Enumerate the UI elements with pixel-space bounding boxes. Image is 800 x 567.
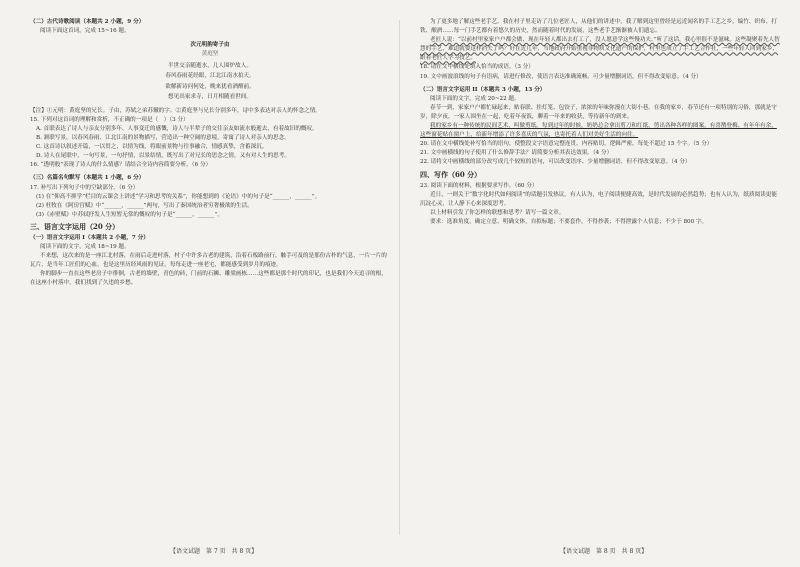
page-7 <box>30 18 390 538</box>
writing-material: 近日，一则关于“数字化时代如何阅读”的话题引发热议。有人认为，电子阅读便捷高效，是时代发展的必然趋势；也有人认为，纸质阅读更能沉淀心灵，让人静下心来深度思考。 <box>420 191 777 207</box>
poem-line: 半世交亲随逝水，几人围炉故人。 <box>168 63 252 70</box>
passage-paragraph-wavy: 老匠人说：“以前村里家家户户都会做，现在年轻人都出去打工了，没人愿意学这些慢功夫。”听了这话，我心里很不是滋味。这些凝聚着先人智慧的手艺，难道就要这样消失了吗？好在近几年，当地政府开始重视非物质文化遗产的保护，村里也成立了手工艺合作社，一些年轻人回到家乡，跟着老匠人学习技艺。 <box>420 37 780 62</box>
passage2-paragraph: 春节一到，家家户户都忙碌起来，贴春联、挂灯笼、包饺子，浓浓的年味弥漫在大街小巷。在我的家乡，春节还有一项特别的习俗，那就是守岁，除夕夜，一家人围坐在一起，吃着年夜饭，聊着一年来的收获，等待新年的到来。 <box>420 104 777 120</box>
section-recitation-heading: （三）名篇名句默写（本题共 1 小题，6 分） <box>30 175 145 182</box>
section-poetry-heading: （二）古代诗歌阅读（本题共 2 小题，9 分） <box>30 19 145 25</box>
footer-page-8: 【语文试题 第 8 页 共 8 页】 <box>560 548 648 555</box>
question-22: 22. 请将文中画横线的部分改写成几个较短的语句，可以改变语序、少量增删词语，但不得改变原意。（4 分） <box>420 159 691 166</box>
part3-heading: 三、语言文字运用（20 分） <box>30 221 120 231</box>
passage-paragraph: 不来想，这次来的是一座江北村落，在雨后走进村落，村子中许多古老的建筑，沿着石板路前行，触手可及的是那份古朴的气息，一片一片的瓦片，是当年工匠们的心血，也是这里历经风雨的见证。每每走进一座老宅，都能感受到岁月的痕迹。 <box>30 253 387 269</box>
q17-item-2: (2) 杜牧在《阿房宫赋》中“______，______”两句，写出了秦国统治者穷奢极欲的生活。 <box>36 202 253 209</box>
sub2-intro: 阅读下面的文字，完成 20~22 题。 <box>430 95 520 102</box>
q15-option-a: A. 首联表达了诗人与亲友分别多年、人事变迁的感慨，诗人与半辈子的交往亲友如流水般逝去，有着故旧的慨叹。 <box>36 125 318 132</box>
writing-requirements: 要求：选准角度，确定立意，明确文体，自拟标题；不要套作，不得抄袭；不得泄露个人信息；不少于 800 字。 <box>430 218 708 225</box>
poem-title: 次元明韵寄子由 <box>190 42 230 49</box>
page-divider <box>399 20 400 535</box>
question-19: 19. 文中画波浪线的句子有语病，请进行修改，使语言表达准确流畅。可少量增删词语，但不得改变原意。（4 分） <box>420 73 702 80</box>
part3-intro: 阅读下面的文字，完成 18~19 题。 <box>40 244 130 251</box>
q15-option-d: D. 诗人在尾联中，一句写景，一句抒情，以景结情，既写出了对兄长的思念之情，又有对人生的思考。 <box>36 153 290 160</box>
footer-page-7: 【语文试题 第 7 页 共 8 页】 <box>170 548 258 555</box>
passage2-paragraph-underlined: 我的家乡有一种传统的民间艺术，叫做剪纸。每到过年的时候，奶奶总会拿出剪刀和红纸，剪出各种各样的图案，有喜鹊登梅、有年年有余，这些窗花贴在窗户上，给新年增添了许多喜庆的气氛，也寄托着人们对美好生活的向往。 <box>420 123 777 139</box>
q17-item-1: (1) 在“仰高不抑学”栏目的云课会上讲述“学习和思考的关系”，你能想到的《论语》中的句子是“______，______”。 <box>36 193 321 200</box>
q17-item-3: (3)《赤壁赋》中苏轼抒发人生短暂无常的慨叹的句子是“______，______”。 <box>36 211 224 218</box>
question-15: 15. 下列对这首词的理解和赏析，不正确的一项是（ ）（3 分） <box>30 116 189 123</box>
poem-note: 【注】①元明：黄庭坚的兄长。子由，苏轼之弟苏辙的字。②黄庭坚与兄长分别多年，诗中多表达对亲人的怀念之情。 <box>30 107 321 114</box>
poem-intro: 阅读下面这首词，完成 15~16 题。 <box>40 28 130 35</box>
question-16: 16. “透明般”表现了诗人的什么情感？请结合全诗内容简要分析。（6 分） <box>30 162 212 169</box>
poem-line: 春风春雨花经眼，江北江南水拍天。 <box>165 73 255 80</box>
question-21: 21. 文中画横线的句子使用了什么修辞手法？请简要分析其表达效果。（4 分） <box>420 150 613 157</box>
page-8 <box>420 18 780 538</box>
question-20: 20. 请在文中横线处补写恰当的语句，使整段文字语意完整连贯，内容贴切，逻辑严密，每处不超过 15 个字。（5 分） <box>420 141 713 148</box>
passage-paragraph: 你的脚步一直在这些老房子中徘徊，古老的墙壁，青色的砖，门前的石狮、雕梁画栋……这些都是那个时代的印记，也是我们今天追寻的根，在这座小村落中，我们找到了久违的乡愁。 <box>30 271 387 287</box>
part4-heading: 四、写作（60 分） <box>420 169 482 179</box>
writing-prompt: 以上材料引发了你怎样的联想和思考？请写一篇文章。 <box>430 209 565 216</box>
poem-line: 想见出家求寺，日月相随看世间。 <box>168 93 252 100</box>
poem-author: 黄庭坚 <box>201 51 219 58</box>
question-18: 18. 请在文中横线处填入恰当的成语。（3 分） <box>420 64 534 71</box>
poem-line: 欲解新诗问何处，晚来犹看酒醒前。 <box>165 83 255 90</box>
q15-option-c: C. 这首诗以叙述开篇，一以贯之，以情为线，将眼前景物与往事融合，情感真挚，含蓄深沉。 <box>36 144 268 151</box>
passage-paragraph: 为了更多地了解这些老手艺，我在村子里走访了几位老匠人，从他们的讲述中，我了解到这里曾经是远近闻名的手工艺之乡，编竹、织布、打铁、酿酒……每一门手艺都有着悠久的历史，然而随着时代的发展，这些老手艺渐渐被人们遗忘。 <box>420 19 777 35</box>
question-23: 23. 阅读下面的材料，根据要求写作。（60 分） <box>420 182 538 189</box>
part3-sub1-heading: （一）语言文字运用 I（本题共 2 小题，7 分） <box>30 234 149 241</box>
q15-option-b: B. 颔联写景，以春风春雨、江北江南的景物描写，营造出一种空阔的意境，寄寓了诗人对亲人的思念。 <box>36 135 290 142</box>
part3-sub2-heading: （二）语言文字运用 II（本题共 3 小题，13 分） <box>420 86 546 93</box>
question-17: 17. 补写出下列句子中的空缺部分。（6 分） <box>30 184 139 191</box>
